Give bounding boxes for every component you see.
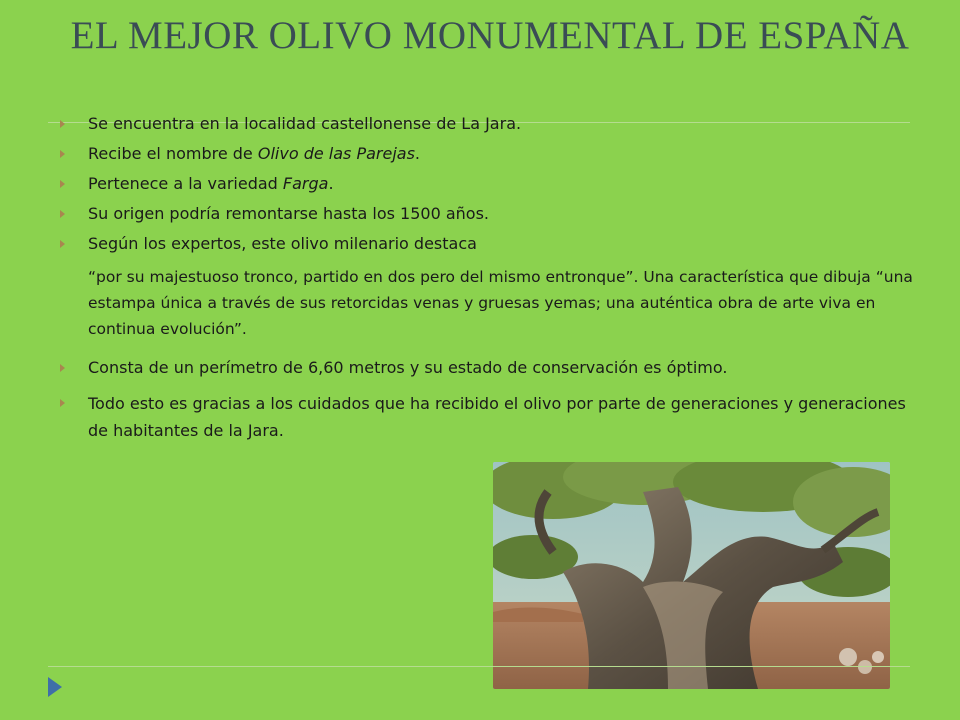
bullet-arrow-icon <box>60 180 65 188</box>
bullet-item <box>56 234 916 254</box>
bullet-item <box>56 114 916 134</box>
quote-text: “por su majestuoso tronco, partido en dos pero del mismo entronque”. Una característica que dibuja “una estampa única a través de sus retorcidas venas y gruesas yemas; una auténtica obra de arte viva en continua evolución”. <box>88 268 913 338</box>
bullet-italic-text: Olivo de las Parejas <box>257 144 415 163</box>
bullet-text: Recibe el nombre de <box>88 144 258 163</box>
bullet-text: Se encuentra en la localidad castellonense de La Jara. <box>88 114 522 133</box>
bullet-list <box>56 110 916 444</box>
bullet-item <box>56 144 916 164</box>
bullet-arrow-icon <box>60 399 65 407</box>
bullet-arrow-icon <box>60 364 65 372</box>
slide-title: EL MEJOR OLIVO MONUMENTAL DE ESPAÑA <box>70 14 910 57</box>
bullet-arrow-icon <box>60 210 65 218</box>
bullet-item <box>56 204 916 224</box>
bullet-text: Consta de un perímetro de 6,60 metros y su estado de conservación es óptimo. <box>88 358 728 377</box>
bullet-text: . <box>414 144 420 163</box>
bullet-text: Según los expertos, este olivo milenario destaca <box>88 234 477 253</box>
olive-tree-illustration <box>493 462 890 689</box>
bullet-arrow-icon <box>60 120 65 128</box>
bottom-divider <box>48 666 910 667</box>
bullet-text: . <box>328 174 334 193</box>
bullet-arrow-icon <box>60 150 65 158</box>
bullet-italic-text: Farga <box>282 174 329 193</box>
bullet-text: Pertenece a la variedad <box>88 174 283 193</box>
olive-tree-photo <box>493 462 890 689</box>
bullet-item <box>56 390 916 444</box>
bullet-text: Su origen podría remontarse hasta los 1500 años. <box>88 204 490 223</box>
bullet-item <box>56 174 916 194</box>
quote-paragraph <box>56 264 916 342</box>
play-arrow-icon[interactable] <box>48 677 62 697</box>
bullet-text: Todo esto es gracias a los cuidados que ha recibido el olivo por parte de generaciones y generaciones de habitantes de la Jara. <box>88 394 906 440</box>
bullet-arrow-icon <box>60 240 65 248</box>
bullet-item <box>56 358 916 378</box>
